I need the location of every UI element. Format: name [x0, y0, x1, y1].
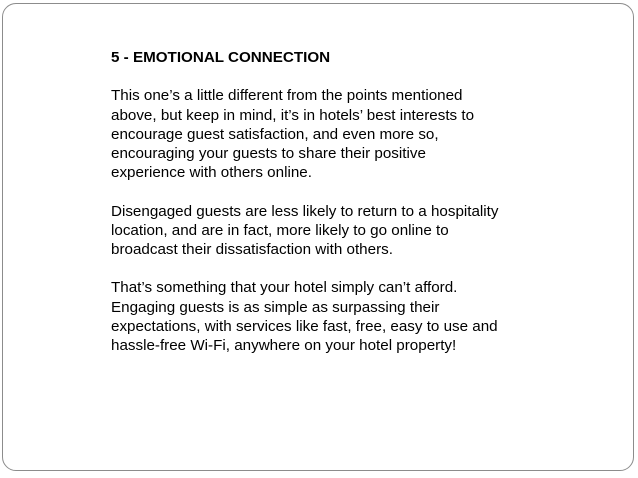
text-line: encouraging your guests to share their positive [111, 145, 426, 162]
text-line: broadcast their dissatisfaction with others. [111, 241, 393, 258]
paragraph-2 [111, 202, 581, 260]
text-line: experience with others online. [111, 164, 312, 182]
paragraph-1 [111, 86, 581, 182]
slide-content [111, 48, 581, 374]
slide-heading: 5 - EMOTIONAL CONNECTION [111, 49, 331, 66]
text-line: That’s something that your hotel simply can’t afford. [111, 279, 458, 297]
text-line: expectations, with services like fast, free, easy to use and [111, 317, 498, 335]
text-line: This one’s a little different from the points mentioned [111, 87, 463, 105]
text-line: Disengaged guests are less likely to return to a hospitality [111, 202, 499, 220]
paragraph-3 [111, 278, 581, 355]
text-line: location, and are in fact, more likely to go online to [111, 221, 449, 239]
slide-frame [2, 3, 634, 471]
text-line: Engaging guests is as simple as surpassing their [111, 298, 440, 316]
text-line: encourage guest satisfaction, and even more so, [111, 125, 439, 143]
text-line: hassle-free Wi-Fi, anywhere on your hotel property! [111, 337, 457, 354]
text-line: above, but keep in mind, it’s in hotels’ best interests to [111, 106, 475, 124]
